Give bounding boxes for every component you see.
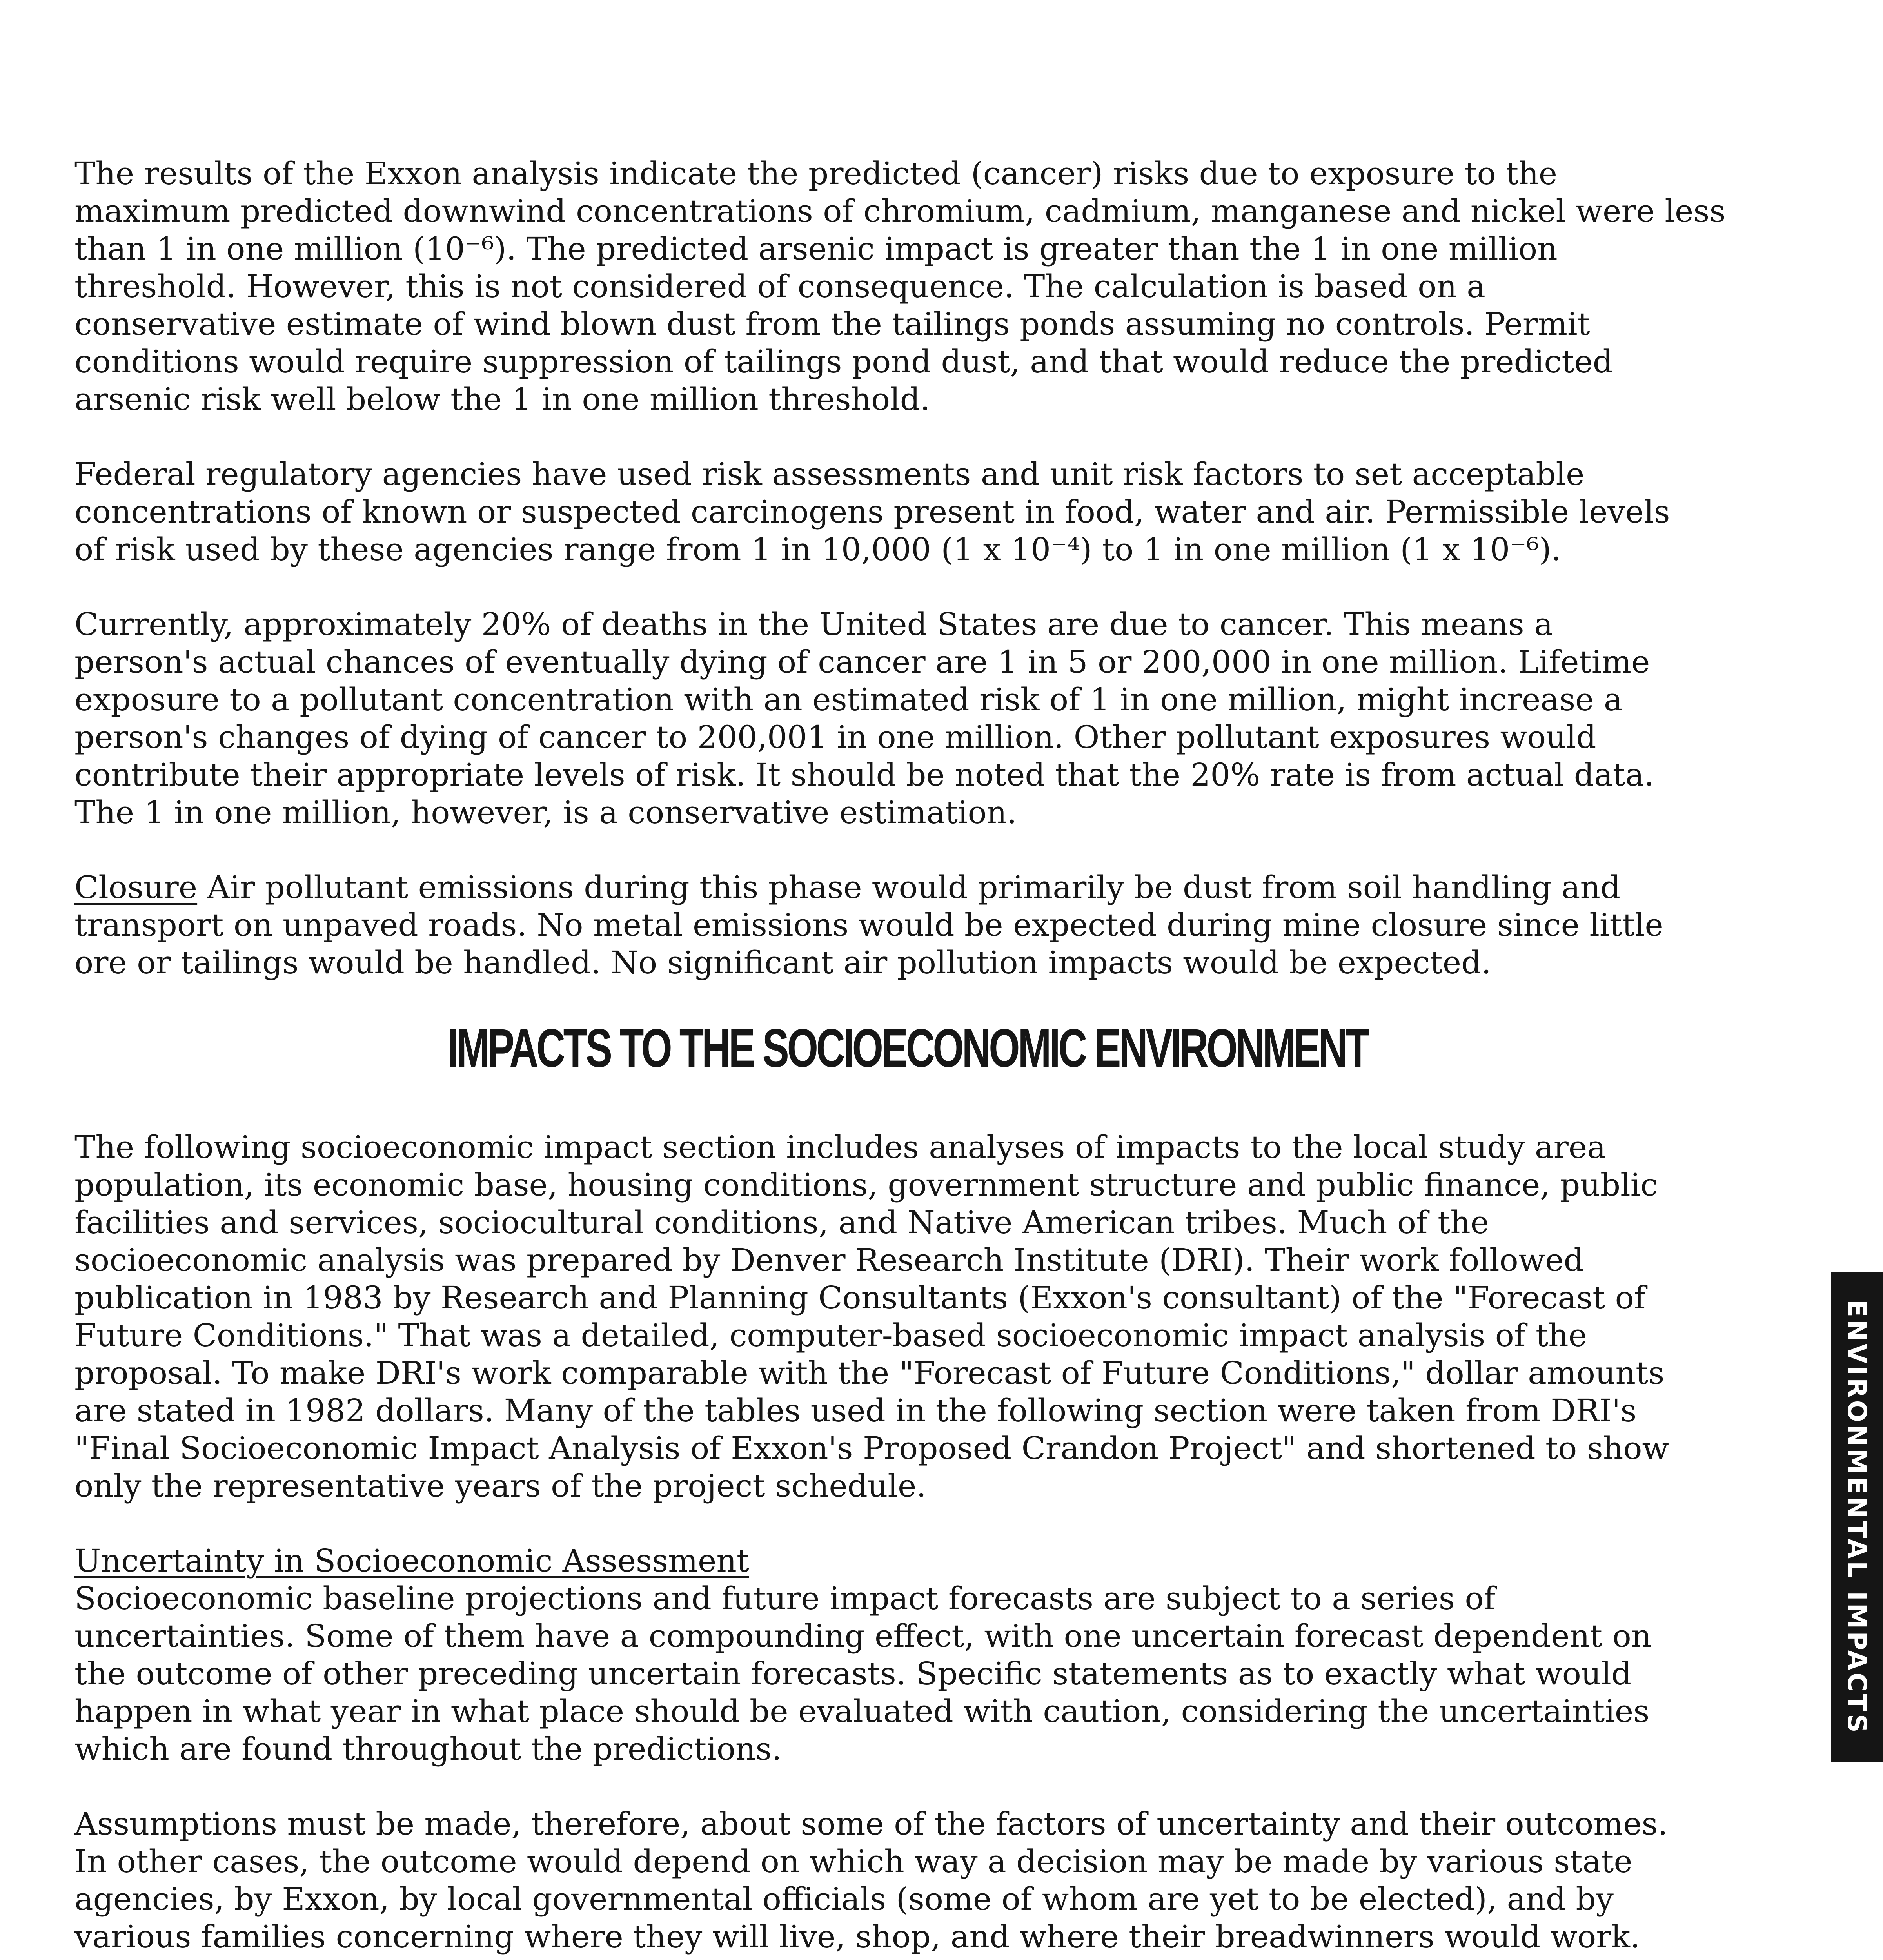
uncertainty-assessment-subheading: Uncertainty in Socioeconomic Assessment (74, 1543, 750, 1579)
environmental-impacts-side-tab (1831, 1272, 1883, 1762)
closure-body: Air pollutant emissions during this phase would primarily be dust from soil handling and transport on unpaved roads. No metal emissions would be expected during mine closure since little ore or tailings would be handled. No significant air pollution impacts would be expected. (74, 869, 1663, 981)
closure-run-in-heading: Closure (74, 869, 198, 906)
uncertainty-assessment-body: Socioeconomic baseline projections and future impact forecasts are subject to a series of uncertainties. Some of them have a compounding effect, with one uncertain forecast dependent on the outcome of other preceding uncertain forecasts. Specific statements as to exactly what would happen in what year in what place should be evaluated with caution, considering the uncertainties which are found throughout the predictions. (74, 1580, 1652, 1767)
paragraph-socioeconomic-intro: The following socioeconomic impact section includes analyses of impacts to the local study area population, its economic base, housing conditions, government structure and public finance, public facilities and services, sociocultural conditions, and Native American tribes. Much of the socioeconomic analysis was prepared by Denver Research Institute (DRI). Their work followed publication in 1983 by Research and Planning Consultants (Exxon's consultant) of the "Forecast of Future Conditions." That was a detailed, computer-based socioeconomic impact analysis of the proposal. To make DRI's work comparable with the "Forecast of Future Conditions," dollar amounts are stated in 1982 dollars. Many of the tables used in the following section were taken from DRI's "Final Socioeconomic Impact Analysis of Exxon's Proposed Crandon Project" and shortened to show only the representative years of the project schedule. (74, 1129, 1669, 1504)
paragraph-assumptions: Assumptions must be made, therefore, about some of the factors of uncertainty and their outcomes. In other cases, the outcome would depend on which way a decision may be made by various state agencies, by Exxon, by local governmental officials (some of whom are yet to be elected), and by various families concerning where they will live, shop, and where their breadwinners would work. (74, 1806, 1668, 1955)
paragraph-uncertainty-assessment (74, 1542, 1741, 1768)
paragraph-closure (74, 869, 1741, 982)
paragraph-cancer-risk-results: The results of the Exxon analysis indicate the predicted (cancer) risks due to exposure to the maximum predicted downwind concentrations of chromium, cadmium, manganese and nickel were less than 1 in one million (10⁻⁶). The predicted arsenic impact is greater than the 1 in one million threshold. However, this is not considered of consequence. The calculation is based on a conservative estimate of wind blown dust from the tailings ponds assuming no controls. Permit conditions would require suppression of tailings pond dust, and that would reduce the predicted arsenic risk well below the 1 in one million threshold. (74, 155, 1726, 417)
paragraph-federal-regulatory: Federal regulatory agencies have used risk assessments and unit risk factors to set acceptable concentrations of known or suspected carcinogens present in food, water and air. Permissible levels of risk used by these agencies range from 1 in 10,000 (1 x 10⁻⁴) to 1 in one million (1 x 10⁻⁶). (74, 456, 1670, 568)
section-heading: IMPACTS TO THE SOCIOECONOMIC ENVIRONMENT (447, 1018, 1368, 1078)
paragraph-cancer-statistics: Currently, approximately 20% of deaths in the United States are due to cancer. This means a person's actual chances of eventually dying of cancer are 1 in 5 or 200,000 in one million. Lifetime exposure to a pollutant concentration with an estimated risk of 1 in one million, might increase a person's changes of dying of cancer to 200,001 in one million. Other pollutant exposures would contribute their appropriate levels of risk. It should be noted that the 20% rate is from actual data. The 1 in one million, however, is a conservative estimation. (74, 606, 1654, 831)
side-tab-label: ENVIRONMENTAL IMPACTS (1842, 1299, 1872, 1735)
text-column (74, 155, 1741, 1960)
